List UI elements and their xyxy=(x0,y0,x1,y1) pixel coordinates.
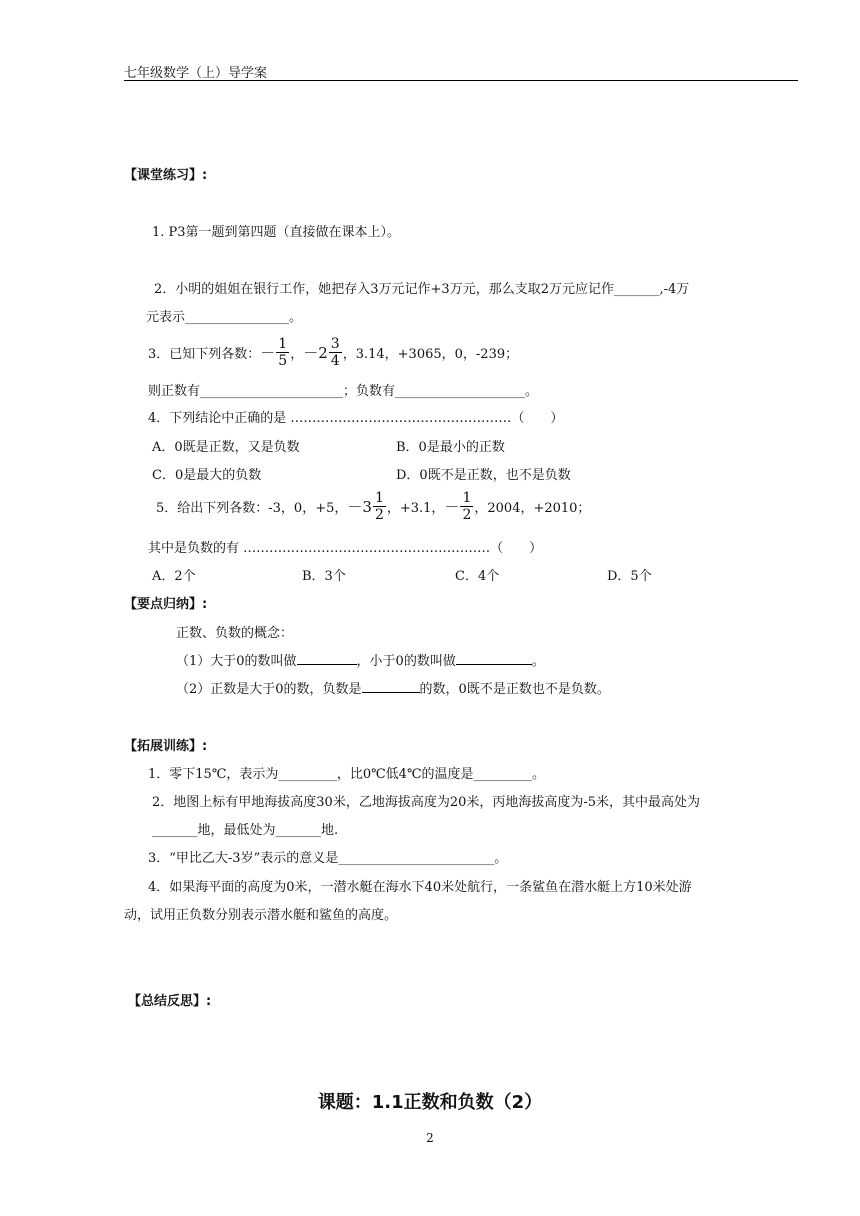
fraction-one-half xyxy=(460,490,473,523)
page-number: 2 xyxy=(426,1131,434,1145)
fraction-sign: － xyxy=(347,498,363,516)
fraction-sign: － xyxy=(444,498,460,516)
fraction-denominator: 5 xyxy=(278,353,288,369)
key-point-2-part-b: 的数，0既不是正数也不是负数。 xyxy=(419,682,610,697)
question-3-line-1 xyxy=(148,336,518,369)
lesson-title: 课题：1.1正数和负数（2） xyxy=(317,1092,543,1113)
question-2-line-2: 元表示________________。 xyxy=(146,310,303,325)
extension-question-4-line-2: 动，试用正负数分别表示潜水艇和鲨鱼的高度。 xyxy=(124,908,398,923)
header-rule xyxy=(124,80,798,81)
section-heading-key-points: 【要点归纳】: xyxy=(124,597,208,612)
fraction-three-quarters xyxy=(329,336,342,369)
question-4-option-d: D．0既不是正数，也不是负数 xyxy=(396,468,571,483)
extension-question-4-line-1: 4．如果海平面的高度为0米，一潜水艇在海水下40米处航行，一条鲨鱼在潜水艇上方10米处游 xyxy=(148,880,692,895)
question-3-rest: ，3.14，+3065，0，-239； xyxy=(342,347,519,362)
fraction-denominator: 4 xyxy=(330,353,340,369)
question-5-option-c: C．4个 xyxy=(455,569,500,584)
extension-question-3: 3．“甲比乙大-3岁”表示的意义是________________________。 xyxy=(148,851,508,866)
page-header: 七年级数学（上）导学案 xyxy=(124,66,268,81)
question-3-prefix: 3．已知下列各数： xyxy=(148,347,261,362)
key-point-2 xyxy=(176,678,610,697)
question-5-line-2: 其中是负数的有 …………………………………………………（ ） xyxy=(148,541,543,556)
fraction-numerator: 3 xyxy=(330,336,340,352)
answer-blank[interactable] xyxy=(362,678,420,693)
question-4-stem: 4．下列结论中正确的是 ……………………………………………（ ） xyxy=(148,411,564,426)
fraction-one-fifth xyxy=(276,336,289,369)
extension-question-2-line-2: _______地，最低处为_______地. xyxy=(152,823,339,838)
concept-label: 正数、负数的概念： xyxy=(176,626,294,641)
question-2-line-1: 2．小明的姐姐在银行工作，她把存入3万元记作+3万元，那么支取2万元应记作_______,-4万 xyxy=(154,282,690,297)
fraction-sign: － xyxy=(303,344,319,362)
fraction-denominator: 2 xyxy=(462,507,472,523)
fraction-sign: － xyxy=(260,344,276,362)
section-heading-classroom: 【课堂练习】: xyxy=(124,168,208,183)
question-1: 1. P3第一题到第四题（直接做在课本上）。 xyxy=(152,225,401,240)
question-5-prefix: 5．给出下列各数：-3，0，+5， xyxy=(156,501,348,516)
fraction-numerator: 1 xyxy=(278,336,288,352)
section-heading-extension: 【拓展训练】: xyxy=(124,739,208,754)
question-5-option-b: B．3个 xyxy=(302,569,346,584)
fraction-numerator: 1 xyxy=(374,490,384,506)
question-5-line-1 xyxy=(156,490,590,523)
question-4-option-b: B．0是最小的正数 xyxy=(396,440,505,455)
question-4-option-c: C．0是最大的负数 xyxy=(152,468,262,483)
mixed-number-whole: 3 xyxy=(362,497,372,516)
separator: ， xyxy=(290,347,304,362)
answer-blank[interactable] xyxy=(456,650,532,665)
key-point-1 xyxy=(176,650,545,669)
question-4-option-a: A．0既是正数，又是负数 xyxy=(152,440,300,455)
question-5-mid: ，+3.1， xyxy=(386,501,445,516)
fraction-one-half xyxy=(373,490,386,523)
key-point-2-part-a: （2）正数是大于0的数，负数是 xyxy=(176,682,362,697)
extension-question-2-line-1: 2．地图上标有甲地海拔高度30米，乙地海拔高度为20米，丙地海拔高度为-5米，其中最高处为 xyxy=(152,795,701,810)
section-heading-reflection: 【总结反思】: xyxy=(128,994,212,1009)
fraction-numerator: 1 xyxy=(462,490,472,506)
mixed-number-whole: 2 xyxy=(318,343,328,362)
question-5-option-d: D．5个 xyxy=(607,569,652,584)
key-point-1-part-a: （1）大于0的数叫做 xyxy=(176,654,297,669)
extension-question-1: 1．零下15℃，表示为_________，比0℃低4℃的温度是_________。 xyxy=(148,767,545,782)
question-3-line-2: 则正数有______________________；负数有____________________。 xyxy=(148,384,539,399)
question-5-option-a: A．2个 xyxy=(152,569,196,584)
question-5-rest: ，2004，+2010； xyxy=(474,501,591,516)
answer-blank[interactable] xyxy=(297,650,357,665)
key-point-1-part-c: 。 xyxy=(531,654,545,669)
key-point-1-part-b: ，小于0的数叫做 xyxy=(356,654,456,669)
fraction-denominator: 2 xyxy=(374,507,384,523)
